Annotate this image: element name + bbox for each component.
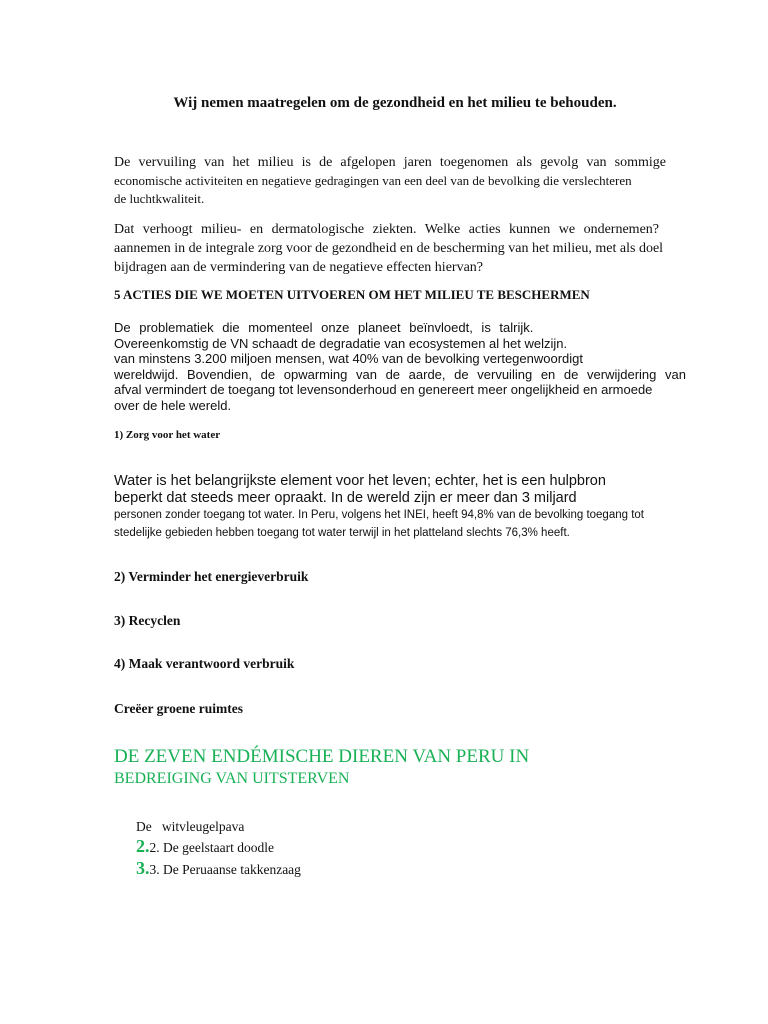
endemic-heading-line-1: DE ZEVEN ENDÉMISCHE DIEREN VAN PERU IN xyxy=(114,746,530,767)
action-4-heading: 4) Maak verantwoord verbruik xyxy=(114,656,295,671)
endemic-heading-line-2: BEDREIGING VAN UITSTERVEN xyxy=(114,770,350,787)
action-2-heading: 2) Verminder het energieverbruik xyxy=(114,569,309,584)
problem-line-3: van minstens 3.200 miljoen mensen, wat 40% van de bevolking vertegenwoordigt xyxy=(114,351,583,366)
problem-line-4: wereldwijd. Bovendien, de opwarming van de aarde, de vervuiling en de verwijdering van xyxy=(114,366,686,382)
water-line-3: personen zonder toegang tot water. In Peru, volgens het INEI, heeft 94,8% van de bevolking toegang tot xyxy=(114,509,644,521)
intro-paragraph-1 xyxy=(114,154,666,208)
intro-paragraph-2 xyxy=(114,220,664,277)
section-heading-endemic-animals xyxy=(114,744,529,789)
water-paragraph xyxy=(114,473,674,543)
list-item-text: 2. De geelstaart doodle xyxy=(149,840,274,855)
problem-paragraph xyxy=(114,320,686,413)
water-line-1: Water is het belangrijkste element voor het leven; echter, het is een hulpbron xyxy=(114,473,606,489)
list-item-text: 3. De Peruaanse takkenzaag xyxy=(149,862,301,877)
action-3-heading: 3) Recyclen xyxy=(114,613,181,628)
list-item xyxy=(136,835,301,857)
list-item-marker: 3. xyxy=(136,858,150,878)
problem-line-5: afval vermindert de toegang tot levensonderhoud en genereert meer ongelijkheid en armoede xyxy=(114,382,653,397)
endangered-animals-list xyxy=(136,815,301,879)
intro-p2-line-3: bijdragen aan de vermindering van de negatieve effecten hiervan? xyxy=(114,260,484,275)
intro-p2-line-2: aannemen in de integrale zorg voor de gezondheid en de bescherming van het milieu, met als doel xyxy=(114,241,664,256)
list-item xyxy=(136,815,301,835)
list-item-text: De witvleugelpava xyxy=(136,819,245,834)
problem-line-2: Overeenkomstig de VN schaadt de degradatie van ecosystemen al het welzijn. xyxy=(114,335,568,351)
water-line-4: stedelijke gebieden hebben toegang tot water terwijl in het platteland slechts 76,3% heeft. xyxy=(114,527,570,539)
list-item-marker: 2. xyxy=(136,836,150,856)
problem-line-6: over de hele wereld. xyxy=(114,397,232,413)
problem-line-1: De problematiek die momenteel onze planeet beïnvloedt, is talrijk. xyxy=(114,320,534,335)
water-line-2: beperkt dat steeds meer opraakt. In de wereld zijn er meer dan 3 miljard xyxy=(114,490,577,506)
list-item xyxy=(136,857,301,879)
section-heading-actions: 5 ACTIES DIE WE MOETEN UITVOEREN OM HET MILIEU TE BESCHERMEN xyxy=(114,287,590,302)
intro-p2-line-1: Dat verhoogt milieu- en dermatologische ziekten. Welke acties kunnen we ondernemen? xyxy=(114,222,659,237)
intro-p1-line-1: De vervuiling van het milieu is de afgelopen jaren toegenomen als gevolg van sommige xyxy=(114,155,666,170)
page-title: Wij nemen maatregelen om de gezondheid en het milieu te behouden. xyxy=(173,95,617,111)
action-1-heading: 1) Zorg voor het water xyxy=(114,429,221,441)
intro-p1-line-2: economische activiteiten en negatieve gedragingen van een deel van de bevolking die verslechteren xyxy=(114,173,632,188)
action-5-heading: Creëer groene ruimtes xyxy=(114,701,243,716)
intro-p1-line-3: de luchtkwaliteit. xyxy=(114,191,205,206)
